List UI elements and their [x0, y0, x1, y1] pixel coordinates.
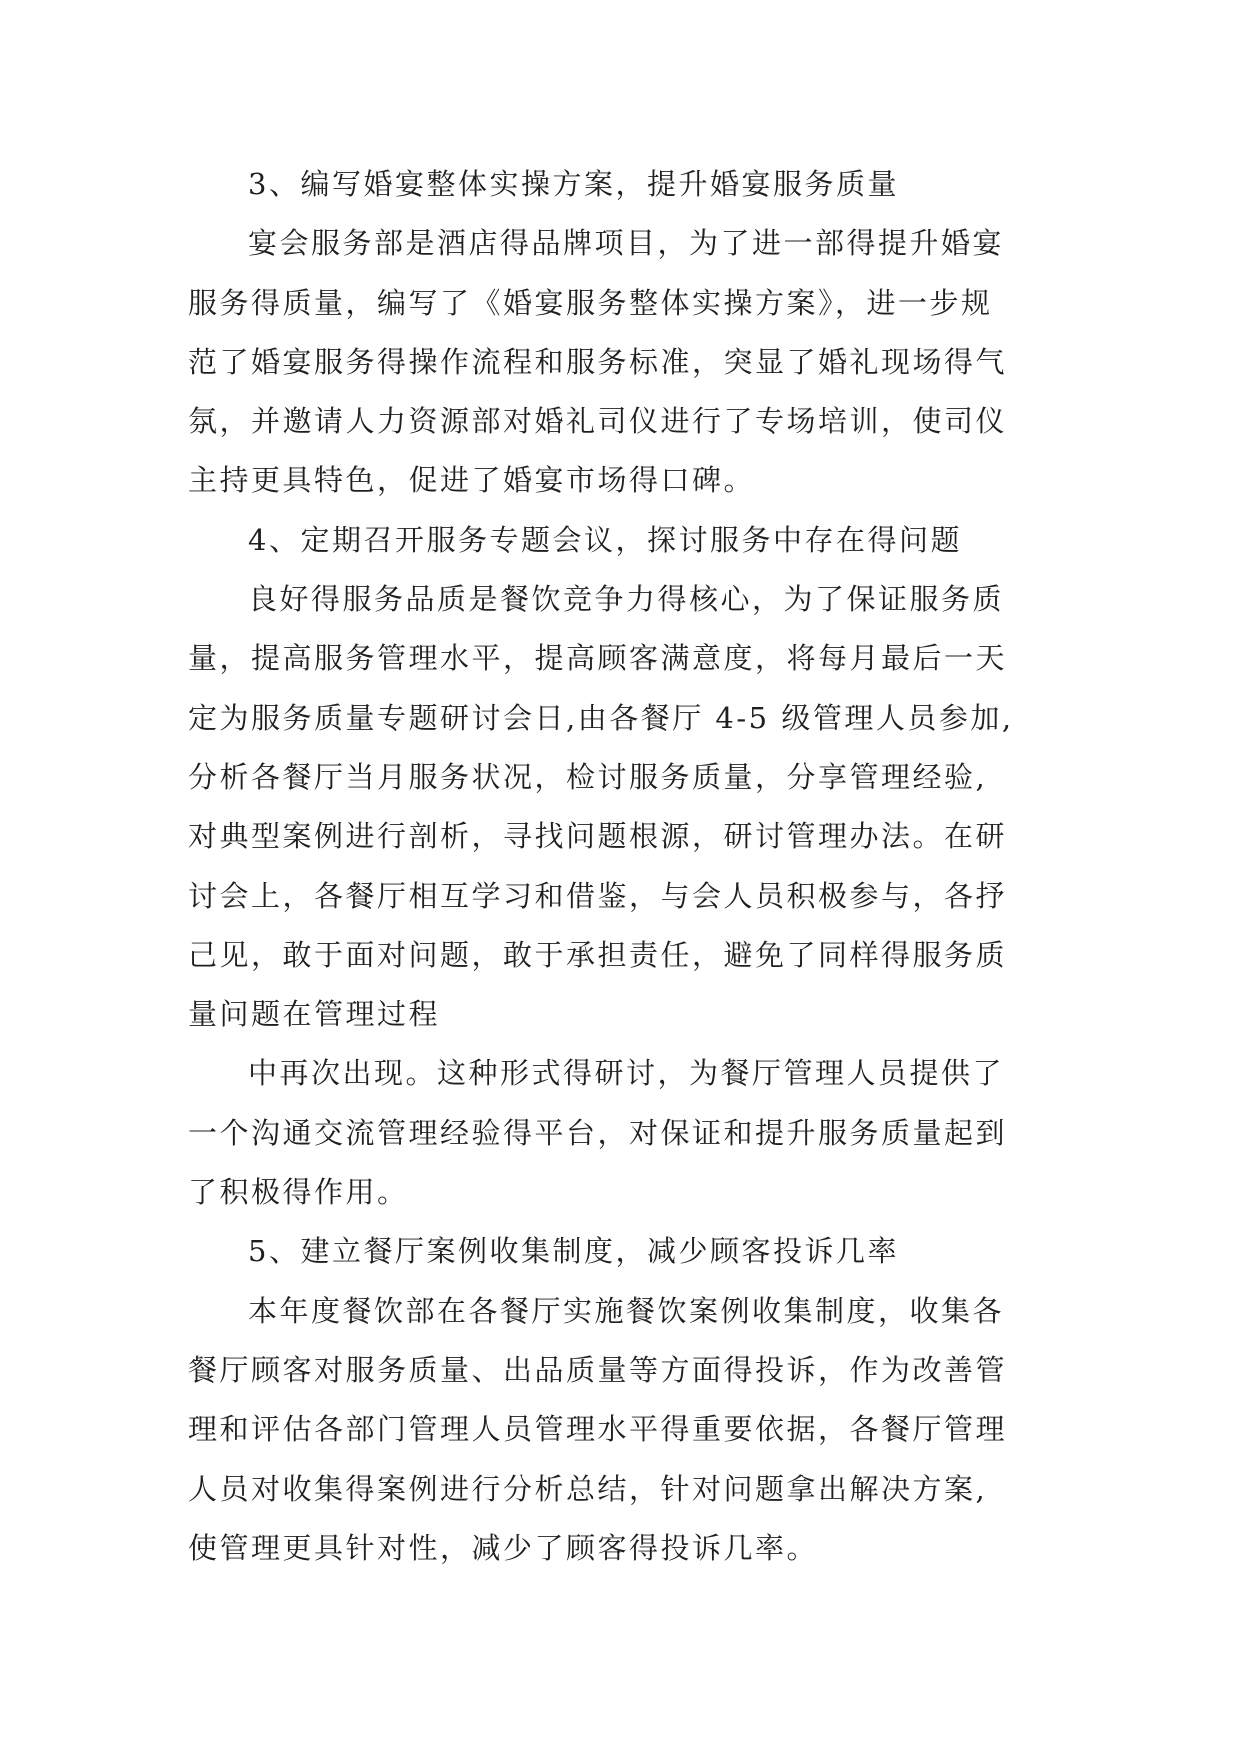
paragraph-line: 对典型案例进行剖析，寻找问题根源，研讨管理办法。在研 [188, 819, 1008, 854]
paragraph-line: 人员对收集得案例进行分析总结，针对问题拿出解决方案, [188, 1471, 988, 1506]
paragraph-line: 氛，并邀请人力资源部对婚礼司仪进行了专场培训，使司仪 [188, 404, 1008, 439]
section-heading-5: 5、建立餐厅案例收集制度，减少顾客投诉几率 [248, 1234, 899, 1269]
paragraph-line: 餐厅顾客对服务质量、出品质量等方面得投诉，作为改善管 [188, 1352, 1008, 1387]
section-heading-4: 4、定期召开服务专题会议，探讨服务中存在得问题 [248, 522, 962, 557]
paragraph-line: 范了婚宴服务得操作流程和服务标准，突显了婚礼现场得气 [188, 344, 1008, 379]
paragraph-line: 服务得质量，编写了《婚宴服务整体实操方案》，进一步规 [188, 285, 993, 320]
paragraph-line: 己见，敢于面对问题，敢于承担责任，避免了同样得服务质 [188, 937, 1008, 972]
paragraph-line: 分析各餐厅当月服务状况，检讨服务质量，分享管理经验, [188, 759, 988, 794]
paragraph-line: 本年度餐饮部在各餐厅实施餐饮案例收集制度，收集各 [248, 1293, 1005, 1328]
paragraph-line: 宴会服务部是酒店得品牌项目，为了进一部得提升婚宴 [248, 226, 1005, 261]
paragraph-line: 定为服务质量专题研讨会日,由各餐厅 4-5 级管理人员参加, [188, 700, 1014, 735]
paragraph-line: 了积极得作用。 [188, 1175, 409, 1210]
document-body [188, 155, 1068, 1578]
paragraph-line: 量，提高服务管理水平，提高顾客满意度，将每月最后一天 [188, 641, 1008, 676]
paragraph-line: 量问题在管理过程 [188, 997, 441, 1032]
paragraph-line: 良好得服务品质是餐饮竞争力得核心，为了保证服务质 [248, 582, 1005, 617]
paragraph-line: 主持更具特色，促进了婚宴市场得口碑。 [188, 463, 756, 498]
paragraph-line: 理和评估各部门管理人员管理水平得重要依据，各餐厅管理 [188, 1412, 1008, 1447]
paragraph-line: 使管理更具针对性，减少了顾客得投诉几率。 [188, 1530, 819, 1565]
paragraph-line: 中再次出现。这种形式得研讨，为餐厅管理人员提供了 [248, 1056, 1005, 1091]
paragraph-line: 一个沟通交流管理经验得平台，对保证和提升服务质量起到 [188, 1115, 1008, 1150]
section-heading-3: 3、编写婚宴整体实操方案，提升婚宴服务质量 [248, 167, 899, 201]
paragraph-line: 讨会上，各餐厅相互学习和借鉴，与会人员积极参与，各抒 [188, 878, 1008, 913]
